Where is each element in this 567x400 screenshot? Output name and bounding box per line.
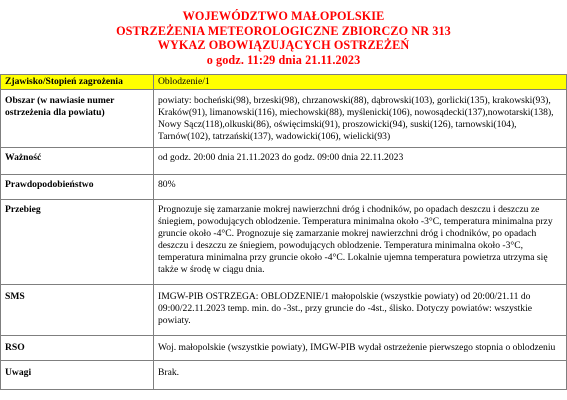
label-zjawisko: Zjawisko/Stopień zagrożenia: [1, 75, 154, 90]
value-waznosc: od godz. 20:00 dnia 21.11.2023 do godz. 09:00 dnia 22.11.2023: [154, 148, 567, 175]
label-rso: RSO: [1, 336, 154, 361]
value-sms: IMGW-PIB OSTRZEGA: OBLODZENIE/1 małopolskie (wszystkie powiaty) od 20:00/21.11 do 09:00/22.11.2023 temp. min. do -3st., przy gruncie do -4st., ślisko. Dotyczy powiatów: wszystkie powiaty.: [154, 285, 567, 336]
row-uwagi: [1, 361, 567, 390]
warning-table: [0, 74, 567, 390]
value-prawdopodobienstwo: 80%: [154, 175, 567, 200]
value-obszar: powiaty: bocheński(98), brzeski(98), chrzanowski(88), dąbrowski(103), gorlicki(135), krakowski(93), Kraków(91), limanowski(116), miechowski(88), myślenicki(106), nowosądecki(137),nowotarski(138), Nowy Sącz(118),olkuski(86), oświęcimski(91), proszowicki(94), suski(126), tarnowski(104), Tarnów(102), tatrzański(137), wadowicki(106), wielicki(93): [154, 90, 567, 148]
row-zjawisko: [1, 75, 567, 90]
row-prawdopodobienstwo: [1, 175, 567, 200]
header-region: WOJEWÓDZTWO MAŁOPOLSKIE: [182, 9, 385, 23]
row-obszar: [1, 90, 567, 148]
row-sms: [1, 285, 567, 336]
row-waznosc: [1, 148, 567, 175]
header-list-title: WYKAZ OBOWIĄZUJĄCYCH OSTRZEŻEŃ: [157, 38, 410, 52]
header-timestamp: o godz. 11:29 dnia 21.11.2023: [206, 52, 361, 67]
label-sms: SMS: [1, 285, 154, 336]
row-rso: [1, 336, 567, 361]
label-obszar: Obszar (w nawiasie numer ostrzeżenia dla powiatu): [1, 90, 154, 148]
value-zjawisko: Oblodzenie/1: [154, 75, 567, 90]
label-prawdopodobienstwo: Prawdopodobieństwo: [1, 175, 154, 200]
value-przebieg: Prognozuje się zamarzanie mokrej nawierzchni dróg i chodników, po opadach deszczu i deszczu ze śniegiem, powodujących oblodzenie. Temperatura minimalna około -3°C, temperatura minimalna przy gruncie około -4°C. Prognozuje się zamarzanie mokrej nawierzchni dróg i chodników, po opadach deszczu i deszczu ze śniegiem, powodujących oblodzenie. Temperatura minimalna około -3°C, temperatura minimalna przy gruncie około -4°C. Lokalnie ujemna temperatura powietrza utrzyma się także w środę w ciągu dnia.: [154, 200, 567, 285]
label-waznosc: Ważność: [1, 148, 154, 175]
row-przebieg: [1, 200, 567, 285]
label-przebieg: Przebieg: [1, 200, 154, 285]
document-header: [0, 0, 567, 72]
value-rso: Woj. małopolskie (wszystkie powiaty), IMGW-PIB wydał ostrzeżenie pierwszego stopnia o oblodzeniu: [154, 336, 567, 361]
header-warning-number: OSTRZEŻENIA METEOROLOGICZNE ZBIORCZO NR 313: [116, 23, 451, 38]
label-uwagi: Uwagi: [1, 361, 154, 390]
value-uwagi: Brak.: [154, 361, 567, 390]
